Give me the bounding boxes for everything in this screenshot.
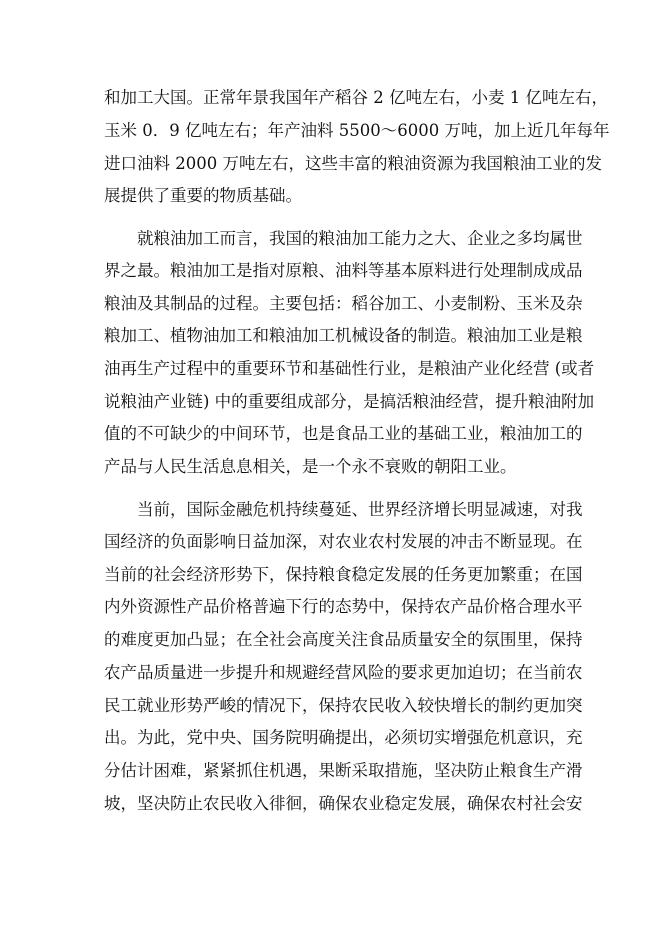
paragraph-2-line-7: 值的不可缺少的中间环节，也是食品工业的基础工业，粮油加工的 (104, 424, 583, 443)
paragraph-2-line-5: 油再生产过程中的重要环节和基础性行业，是粮油产业化经营 (或者 (104, 359, 595, 378)
paragraph-3-line-3: 当前的社会经济形势下，保持粮食稳定发展的任务更加繁重；在国 (104, 565, 583, 584)
paragraph-1-line-2: 玉米 0．9 亿吨左右；年产油料 5500～6000 万吨，加上近几年每年 (104, 121, 610, 140)
paragraph-1-line-4: 展提供了重要的物质基础。 (104, 186, 302, 205)
paragraph-2-line-2: 界之最。粮油加工是指对原粮、油料等基本原料进行处理制成成品 (104, 261, 583, 280)
paragraph-2-line-4: 粮加工、植物油加工和粮油加工机械设备的制造。粮油加工业是粮 (104, 326, 583, 345)
paragraph-3-line-1: 当前，国际金融危机持续蔓延、世界经济增长明显减速，对我 (137, 500, 583, 519)
paragraph-3-line-10: 坡，坚决防止农民收入徘徊，确保农业稳定发展，确保农村社会安 (104, 794, 583, 813)
paragraph-3-line-6: 农产品质量进一步提升和规避经营风险的要求更加迫切；在当前农 (104, 663, 583, 682)
paragraph-2-line-1: 就粮油加工而言，我国的粮油加工能力之大、企业之多均属世 (137, 229, 583, 248)
paragraph-3-line-7: 民工就业形势严峻的情况下，保持农民收入较快增长的制约更加突 (104, 696, 583, 715)
paragraph-1-line-1: 和加工大国。正常年景我国年产稻谷 2 亿吨左右，小麦 1 亿吨左右， (104, 88, 608, 107)
paragraph-1-line-3: 进口油料 2000 万吨左右，这些丰富的粮油资源为我国粮油工业的发 (104, 154, 602, 173)
paragraph-3-line-5: 的难度更加凸显；在全社会高度关注食品质量安全的氛围里，保持 (104, 630, 583, 649)
paragraph-2-line-8: 产品与人民生活息息相关，是一个永不衰败的朝阳工业。 (104, 457, 517, 476)
paragraph-3-line-8: 出。为此，党中央、国务院明确提出，必须切实增强危机意识，充 (104, 728, 583, 747)
paragraph-3-line-9: 分估计困难，紧紧抓住机遇，果断采取措施，坚决防止粮食生产滑 (104, 761, 583, 780)
paragraph-2-line-3: 粮油及其制品的过程。主要包括：稻谷加工、小麦制粉、玉米及杂 (104, 294, 583, 313)
paragraph-3-line-4: 内外资源性产品价格普遍下行的态势中，保持农产品价格合理水平 (104, 597, 583, 616)
paragraph-2-line-6: 说粮油产业链) 中的重要组成部分，是搞活粮油经营，提升粮油附加 (104, 392, 595, 411)
paragraph-3-line-2: 国经济的负面影响日益加深，对农业农村发展的冲击不断显现。在 (104, 532, 583, 551)
